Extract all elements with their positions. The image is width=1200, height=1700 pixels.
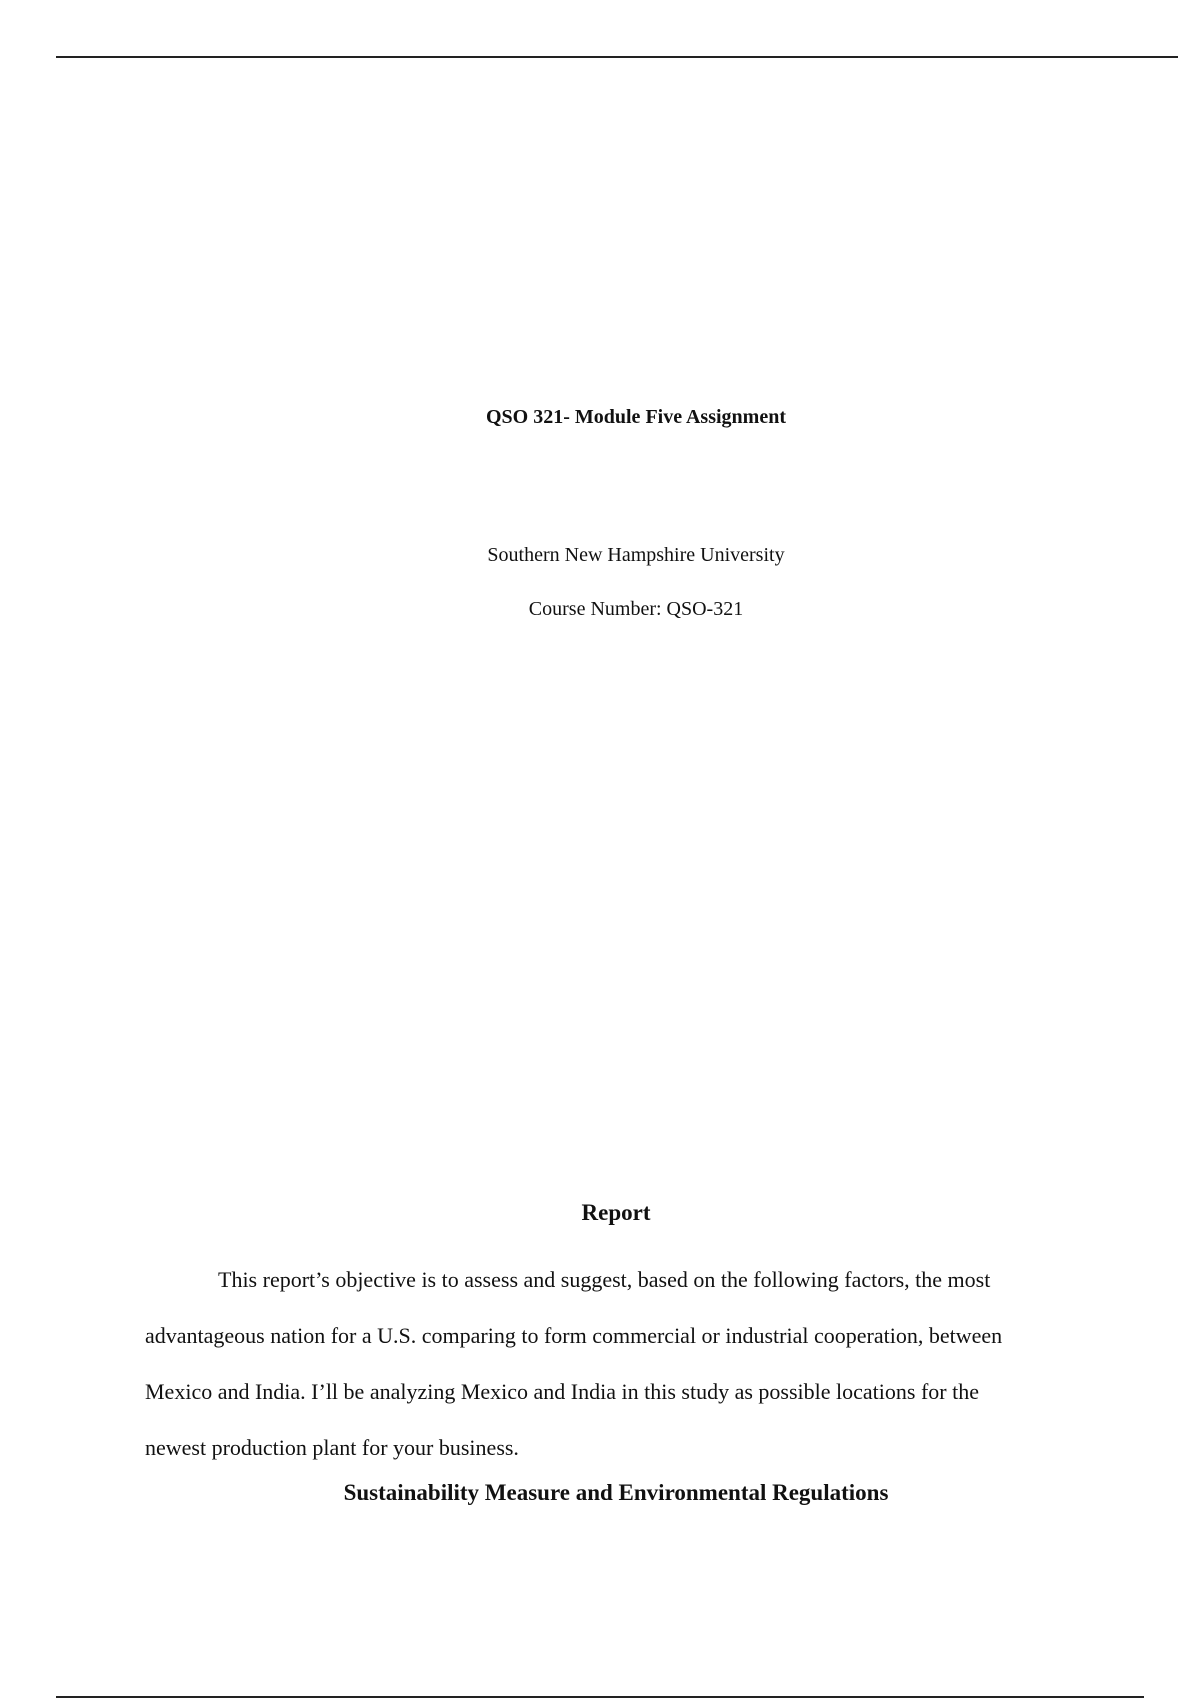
- paragraph-line: advantageous nation for a U.S. comparing to form commercial or industrial cooperation, between: [145, 1323, 1003, 1348]
- footer-rule: [56, 1696, 1144, 1698]
- paragraph-line: This report’s objective is to assess and suggest, based on the following factors, the most: [218, 1267, 991, 1292]
- paragraph-line: Mexico and India. I’ll be analyzing Mexico and India in this study as possible locations for the: [145, 1379, 979, 1404]
- section-heading: Sustainability Measure and Environmental Regulations: [343, 1480, 889, 1505]
- cover-title: QSO 321- Module Five Assignment: [485, 406, 786, 428]
- course-number: Course Number: QSO-321: [528, 598, 744, 620]
- header-rule: [56, 56, 1178, 58]
- report-paragraph: [145, 1252, 1095, 1476]
- report-heading: Report: [581, 1200, 651, 1225]
- university-name: Southern New Hampshire University: [487, 544, 785, 566]
- paragraph-line: newest production plant for your business.: [145, 1435, 519, 1460]
